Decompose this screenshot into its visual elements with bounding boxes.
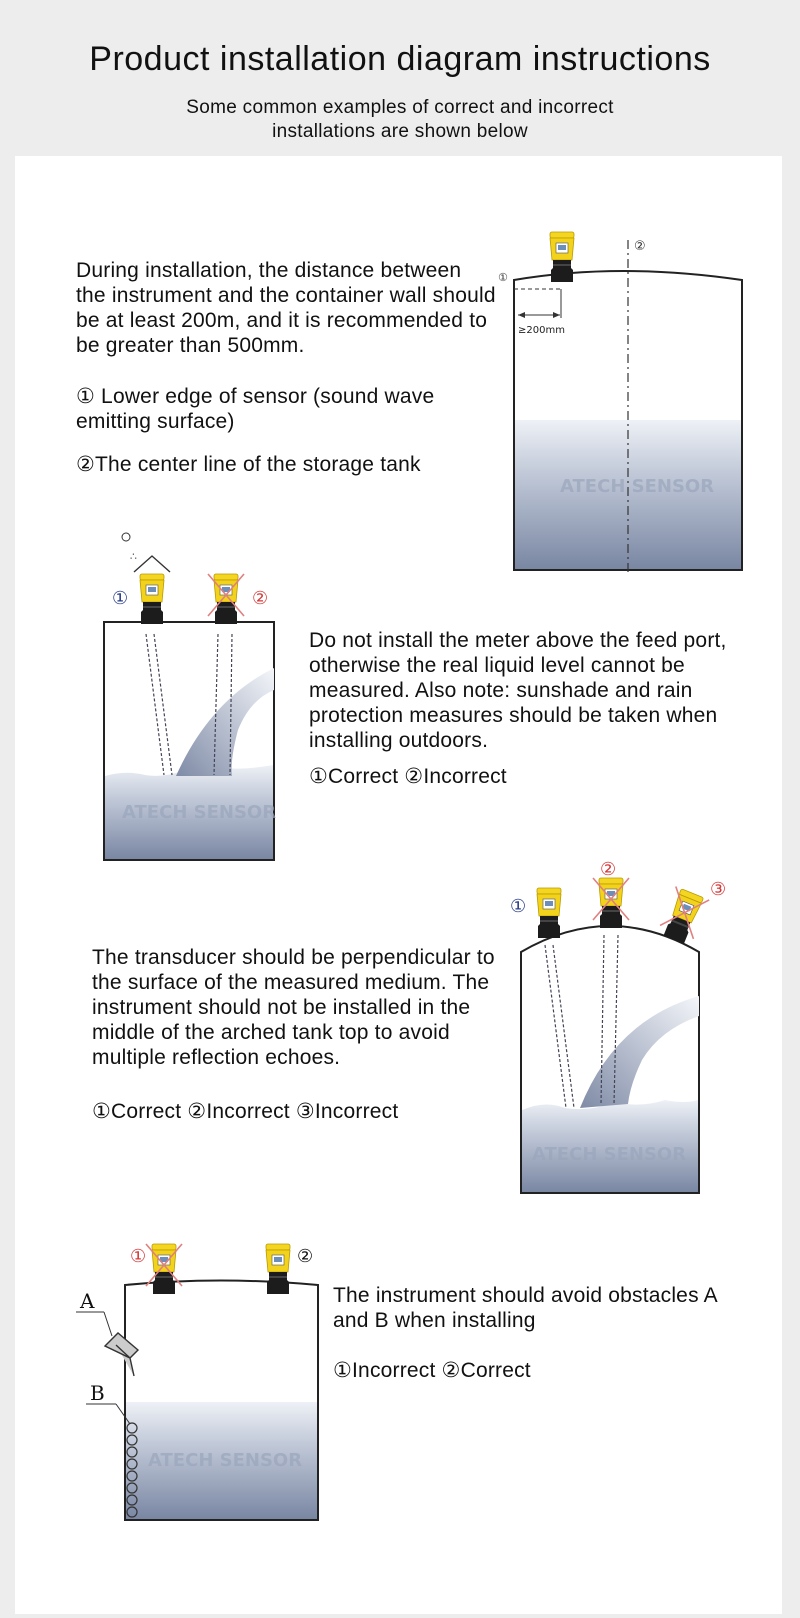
- section-3-marker-1: ①: [510, 896, 527, 917]
- section-4-marker-2: ②: [297, 1246, 314, 1267]
- section-3-description: The transducer should be perpendicular to the surface of the measured medium. The instrument should not be installed in the middle of the arched tank top to avoid multiple reflection echoes.: [92, 946, 495, 1069]
- section-1-note-2: ②The center line of the storage tank: [76, 453, 421, 476]
- section-1-marker-2: ②: [634, 239, 646, 254]
- section-1-text: During installation, the distance between the instrument and the container wall should be at least 200m, and it is recommended to be greater than 500mm.: [76, 259, 496, 357]
- section-4-legend: ①Incorrect ②Correct: [333, 1359, 531, 1382]
- section-4-sensor-correct: [266, 1244, 290, 1294]
- section-1-watermark: ATECH SENSOR: [560, 476, 715, 497]
- section-3-legend: ①Correct ②Incorrect ③Incorrect: [92, 1100, 399, 1123]
- section-2-watermark: ATECH SENSOR: [122, 802, 277, 823]
- section-2-description: Do not install the meter above the feed port, otherwise the real liquid level cannot be measured. Also note: sunshade and rain protection measures should be taken when installing outdoors.: [309, 629, 727, 752]
- section-4-description: The instrument should avoid obstacles A and B when installing: [333, 1284, 717, 1332]
- section-2-marker-1: ①: [112, 588, 129, 609]
- section-2-legend: ①Correct ②Incorrect: [309, 765, 507, 788]
- section-1-dimension: ≥200mm: [518, 325, 565, 336]
- section-1-marker-1: ①: [498, 271, 508, 284]
- page-title: Product installation diagram instructions: [89, 40, 711, 78]
- section-3-marker-3: ③: [710, 879, 727, 900]
- section-3-marker-2: ②: [600, 859, 617, 880]
- section-2-marker-2: ②: [252, 588, 269, 609]
- section-4-watermark: ATECH SENSOR: [148, 1450, 303, 1471]
- section-4-sensor-incorrect: [152, 1244, 176, 1294]
- tank-4: [76, 1244, 318, 1520]
- svg-text:∴: ∴: [130, 550, 137, 563]
- section-4-label-a: A: [80, 1289, 95, 1313]
- section-4-marker-1: ①: [130, 1246, 147, 1267]
- section-1-note-1: ① Lower edge of sensor (sound wave emitting surface): [76, 385, 435, 433]
- section-3-watermark: ATECH SENSOR: [532, 1144, 687, 1165]
- section-4-label-b: B: [90, 1381, 105, 1405]
- page-subtitle: Some common examples of correct and incorrect installations are shown below: [186, 97, 614, 142]
